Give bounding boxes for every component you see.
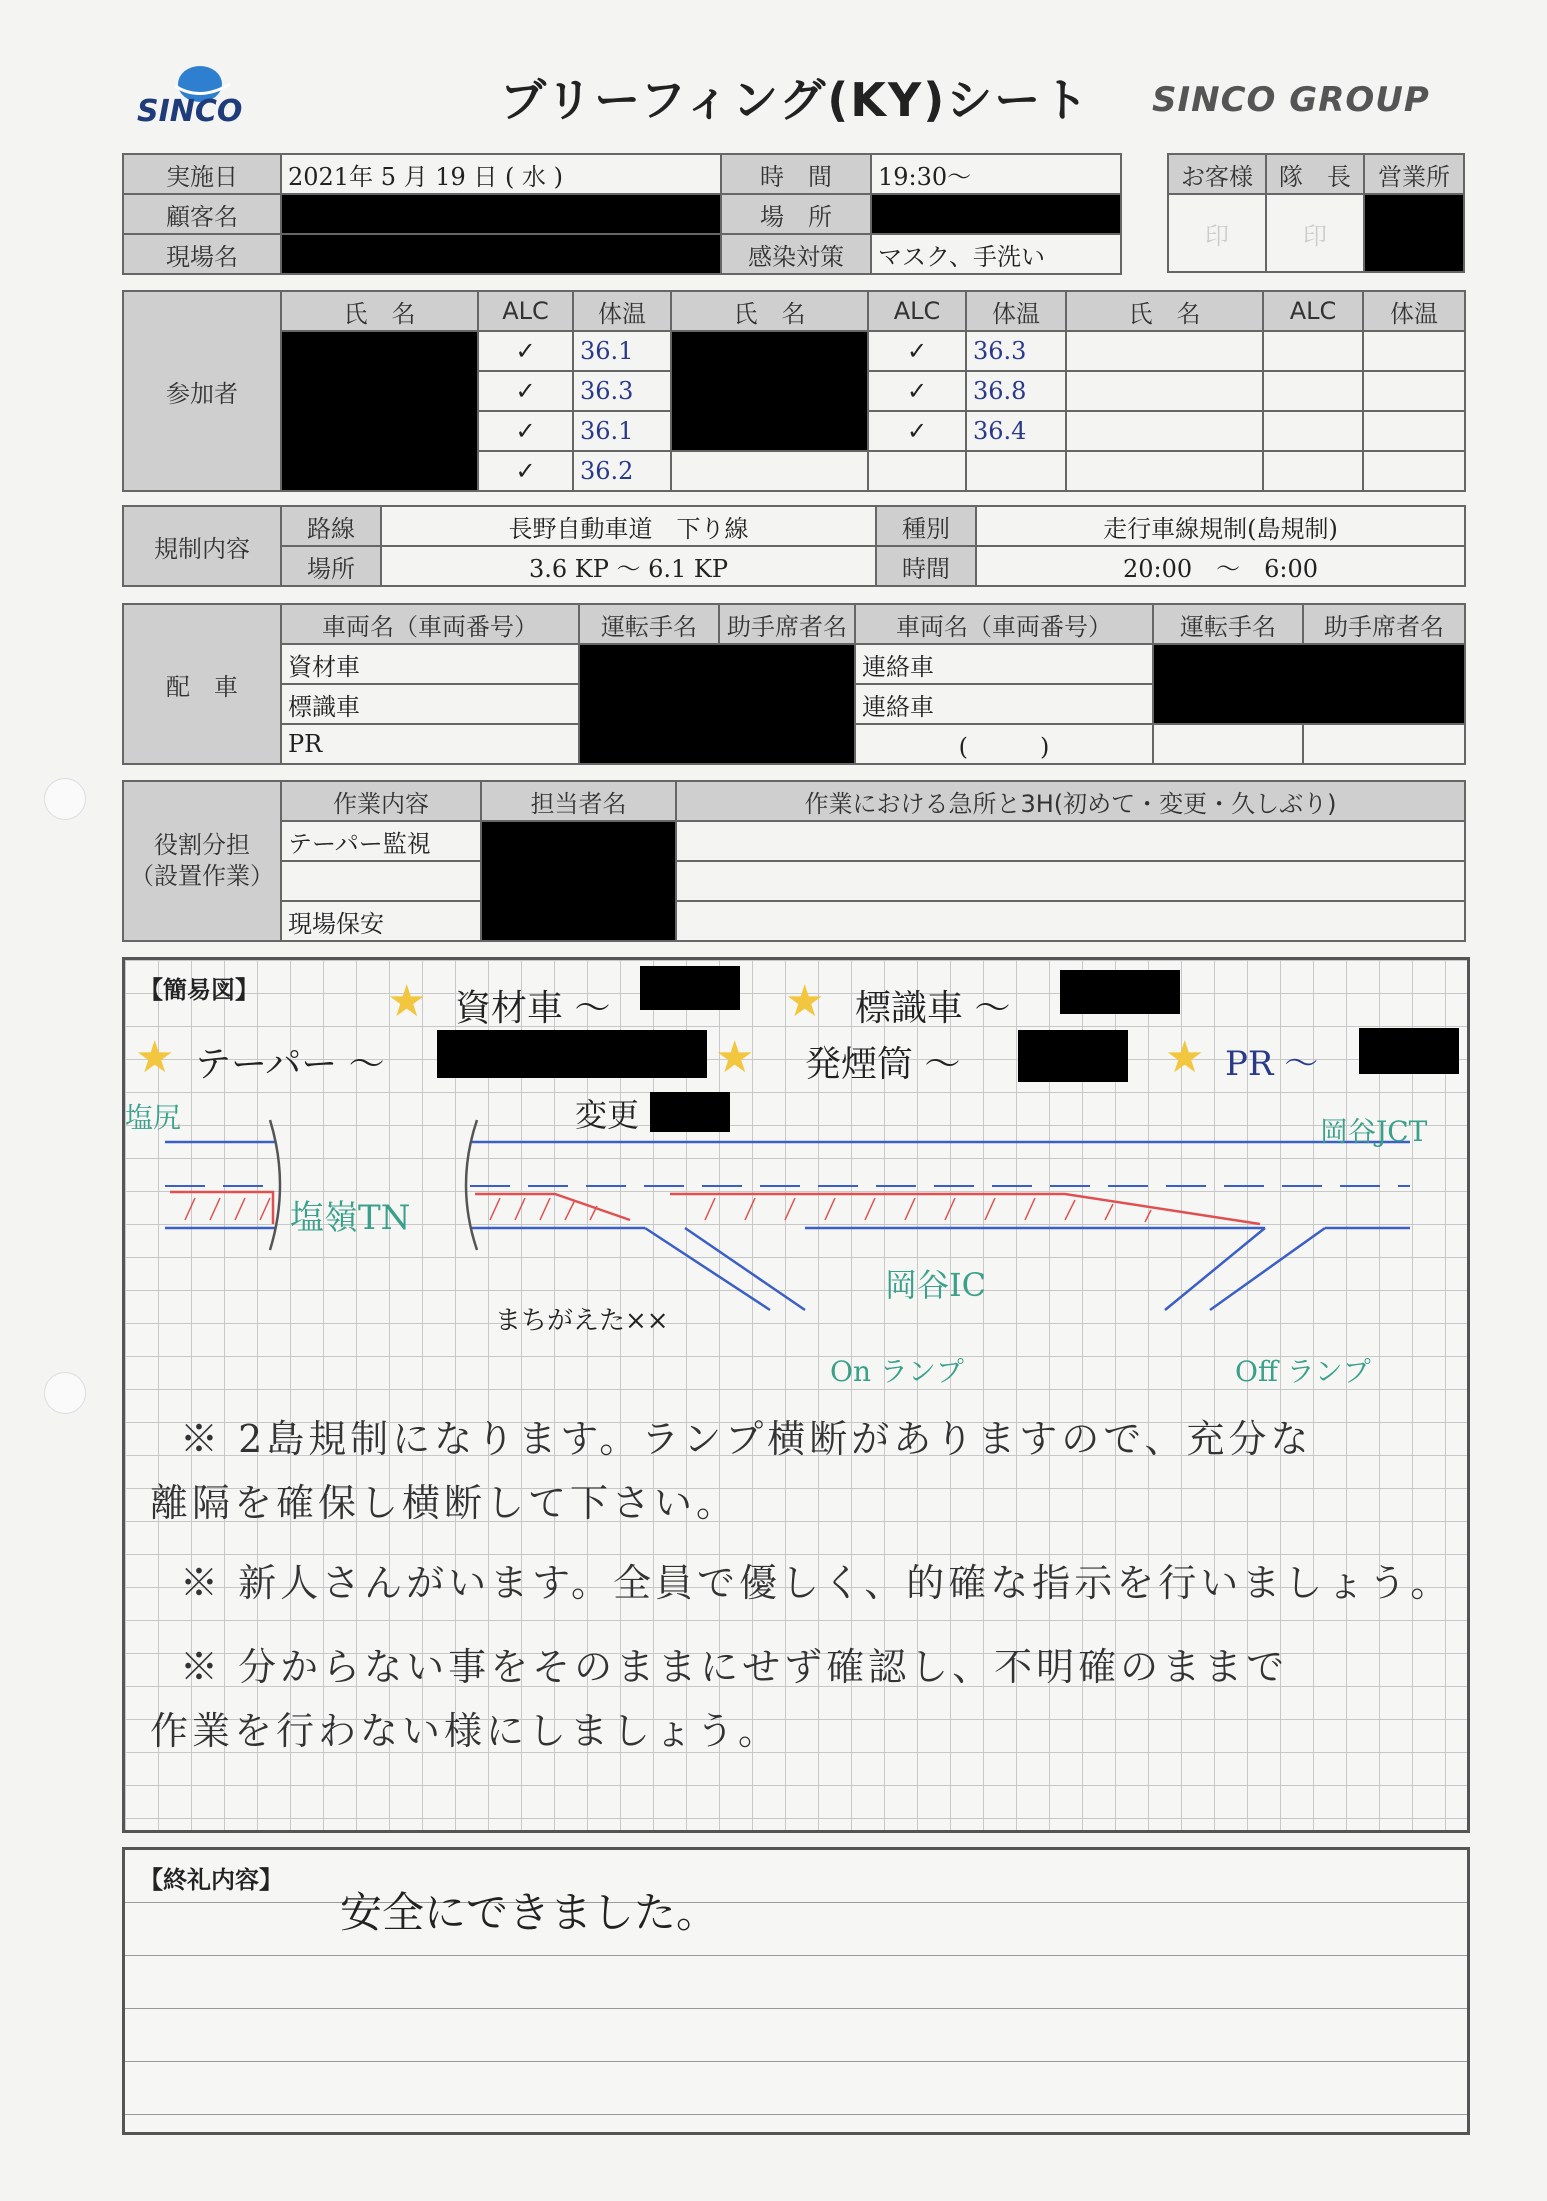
alc-2-1: ✓ — [868, 331, 966, 371]
name-3-3 — [1066, 411, 1263, 451]
roles-label: 役割分担 （設置作業） — [123, 781, 281, 941]
time-value: 19:30〜 — [871, 154, 1121, 194]
regulation-label: 規制内容 — [123, 506, 281, 586]
star-icon: ★ — [135, 1032, 175, 1083]
note-mistake: まちがえた×× — [495, 1306, 669, 1336]
place-okaya-ic: 岡谷IC — [885, 1266, 987, 1304]
logo-text: SINCO — [137, 94, 243, 129]
infection-label: 感染対策 — [721, 234, 871, 274]
regulation-table — [122, 505, 1466, 587]
roles-table — [122, 780, 1466, 942]
binder-hole — [44, 1372, 86, 1414]
header-alc-1: ALC — [478, 291, 573, 331]
names-2-redacted — [671, 331, 868, 451]
off-ramp: Off ランプ — [1235, 1355, 1371, 1388]
alc-2-4 — [868, 451, 966, 491]
binder-hole — [44, 778, 86, 820]
roles-h1: 作業内容 — [281, 781, 481, 821]
date-label: 実施日 — [123, 154, 281, 194]
header-temp-2: 体温 — [966, 291, 1066, 331]
vehicle-left-3: PR — [281, 724, 579, 764]
reg-time-value: 20:00 〜 6:00 — [976, 546, 1465, 586]
points-1 — [676, 821, 1465, 861]
place-redacted — [871, 194, 1121, 234]
temp-3-3 — [1363, 411, 1465, 451]
redacted — [640, 966, 740, 1010]
vehicle-right-2-text: 連絡車 — [862, 692, 934, 721]
task-2 — [281, 861, 481, 901]
temp-3-2 — [1363, 371, 1465, 411]
temp-2-3: 36.4 — [966, 411, 1066, 451]
info-table — [122, 153, 1122, 275]
alc-2-3: ✓ — [868, 411, 966, 451]
on-ramp: On ランプ — [830, 1355, 964, 1388]
vehicle-left-1 — [281, 644, 579, 684]
reg-time-label: 時間 — [876, 546, 976, 586]
legend-sign-truck: 標識車 〜 — [855, 988, 1011, 1029]
temp-3-4 — [1363, 451, 1465, 491]
vehicle-right-3: ( ) — [855, 724, 1153, 764]
legend-taper: テーパー 〜 — [195, 1044, 385, 1085]
reg-place-value: 3.6 KP 〜 6.1 KP — [381, 546, 876, 586]
alc-2-2: ✓ — [868, 371, 966, 411]
redacted — [437, 1030, 707, 1078]
name-3-4 — [1066, 451, 1263, 491]
dispatch-h6: 助手席者名 — [1303, 604, 1465, 644]
alc-3-4 — [1263, 451, 1363, 491]
temp-3-1 — [1363, 331, 1465, 371]
vehicle-left-1-text: 資材車 — [288, 652, 360, 681]
approval-office: 営業所 — [1364, 154, 1464, 194]
place-okaya-jct: 岡谷JCT — [1320, 1115, 1428, 1148]
redacted — [1060, 970, 1180, 1014]
vehicle-left-2-text: 標識車 — [288, 692, 360, 721]
diagram-box — [122, 957, 1470, 1833]
note-1b: 離隔を確保し横断して下さい。 — [150, 1481, 739, 1525]
roles-h2: 担当者名 — [481, 781, 676, 821]
names-1-redacted — [281, 331, 478, 491]
site-label: 現場名 — [123, 234, 281, 274]
leader-stamp: 印 — [1266, 194, 1364, 272]
temp-2-4 — [966, 451, 1066, 491]
dispatch-table — [122, 603, 1466, 765]
alc-1-3: ✓ — [478, 411, 573, 451]
redacted — [1359, 1028, 1459, 1074]
alc-3-2 — [1263, 371, 1363, 411]
name-3-1 — [1066, 331, 1263, 371]
temp-1-4: 36.2 — [573, 451, 671, 491]
customer-stamp: 印 — [1168, 194, 1266, 272]
alc-1-2: ✓ — [478, 371, 573, 411]
drivers-right-redacted — [1153, 644, 1465, 724]
legend-pr: PR 〜 — [1225, 1044, 1319, 1084]
dispatch-label: 配 車 — [123, 604, 281, 764]
participants-table — [122, 290, 1466, 492]
type-label: 種別 — [876, 506, 976, 546]
customer-label: 顧客名 — [123, 194, 281, 234]
alc-3-1 — [1263, 331, 1363, 371]
diagram-label: 【簡易図】 — [139, 976, 259, 1004]
name-3-2 — [1066, 371, 1263, 411]
header-name-1: 氏 名 — [281, 291, 478, 331]
note-1a: ※ 2島規制になります。ランプ横断がありますので、充分な — [180, 1417, 1313, 1461]
points-3 — [676, 901, 1465, 941]
star-icon: ★ — [715, 1032, 755, 1083]
points-2 — [676, 861, 1465, 901]
closing-label: 【終礼内容】 — [139, 1866, 283, 1894]
time-label: 時 間 — [721, 154, 871, 194]
place-tunnel: 塩嶺TN — [290, 1198, 411, 1238]
temp-1-1: 36.1 — [573, 331, 671, 371]
approval-customer: お客様 — [1168, 154, 1266, 194]
route-label: 路線 — [281, 506, 381, 546]
assignees-redacted — [481, 821, 676, 941]
temp-1-2: 36.3 — [573, 371, 671, 411]
header-alc-2: ALC — [868, 291, 966, 331]
customer-redacted — [281, 194, 721, 234]
note-2: ※ 新人さんがいます。全員で優しく、的確な指示を行いましょう。 — [180, 1561, 1453, 1605]
drivers-left-redacted — [579, 644, 855, 764]
route-value: 長野自動車道 下り線 — [381, 506, 876, 546]
approval-table — [1167, 153, 1465, 273]
dispatch-h5: 運転手名 — [1153, 604, 1303, 644]
date-value: 2021年 5 月 19 日 ( 水 ) — [281, 154, 721, 194]
task-1: テーパー監視 — [281, 821, 481, 861]
header-temp-1: 体温 — [573, 291, 671, 331]
star-icon: ★ — [387, 976, 427, 1027]
header-temp-3: 体温 — [1363, 291, 1465, 331]
star-icon: ★ — [1165, 1032, 1205, 1083]
header-alc-3: ALC — [1263, 291, 1363, 331]
temp-2-2: 36.8 — [966, 371, 1066, 411]
vehicle-right-1 — [855, 644, 1153, 684]
driver-right-3 — [1153, 724, 1303, 764]
dispatch-h4: 車両名（車両番号） — [855, 604, 1153, 644]
company-logo — [135, 62, 265, 140]
participants-label: 参加者 — [123, 291, 281, 491]
closing-box — [122, 1847, 1470, 2135]
task-3: 現場保安 — [281, 901, 481, 941]
type-value: 走行車線規制(島規制) — [976, 506, 1465, 546]
place-label: 場 所 — [721, 194, 871, 234]
name-2-4 — [671, 451, 868, 491]
roles-h3: 作業における急所と3H(初めて・変更・久しぶり) — [676, 781, 1465, 821]
alc-3-3 — [1263, 411, 1363, 451]
temp-1-3: 36.1 — [573, 411, 671, 451]
reg-place-label: 場所 — [281, 546, 381, 586]
temp-2-1: 36.3 — [966, 331, 1066, 371]
alc-1-1: ✓ — [478, 331, 573, 371]
note-3b: 作業を行わない様にしましょう。 — [150, 1709, 781, 1753]
office-stamp-redacted — [1364, 194, 1464, 272]
note-3a: ※ 分からない事をそのままにせず確認し、不明確のままで — [180, 1645, 1289, 1689]
dispatch-h1: 車両名（車両番号） — [281, 604, 579, 644]
place-shiojiri: 塩尻 — [125, 1101, 182, 1134]
vehicle-right-2 — [855, 684, 1153, 724]
vehicle-left-2 — [281, 684, 579, 724]
approval-leader: 隊 長 — [1266, 154, 1364, 194]
redacted — [1018, 1030, 1128, 1082]
alc-1-4: ✓ — [478, 451, 573, 491]
site-redacted — [281, 234, 721, 274]
legend-flare: 発煙筒 〜 — [805, 1044, 961, 1085]
group-name: SINCO GROUP — [1152, 80, 1430, 120]
legend-change: 変更 — [575, 1096, 640, 1134]
closing-text: 安全にできました。 — [340, 1888, 719, 1937]
dispatch-h2: 運転手名 — [579, 604, 719, 644]
vehicle-right-1-text: 連絡車 — [862, 652, 934, 681]
infection-value: マスク、手洗い — [871, 234, 1121, 274]
header-name-2: 氏 名 — [671, 291, 868, 331]
dispatch-h3: 助手席者名 — [719, 604, 855, 644]
legend-material-truck: 資材車 〜 — [455, 988, 611, 1029]
star-icon: ★ — [785, 976, 825, 1027]
header-name-3: 氏 名 — [1066, 291, 1263, 331]
assistant-right-3 — [1303, 724, 1465, 764]
page-title: ブリーフィング(KY)シート — [500, 73, 1091, 127]
